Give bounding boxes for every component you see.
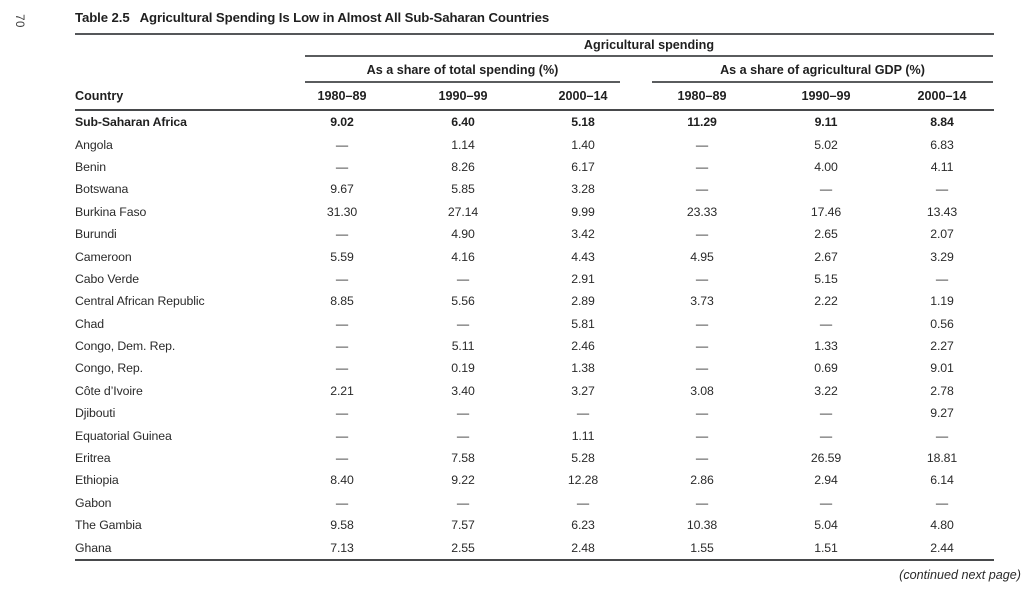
- value-cell: 2.48: [571, 540, 595, 555]
- table-row: [75, 335, 994, 357]
- title-rule: [75, 33, 994, 35]
- table-body: [75, 111, 994, 561]
- value-cell: —: [456, 316, 470, 331]
- value-cell: —: [335, 227, 349, 242]
- value-cell: 1.11: [571, 428, 595, 443]
- value-cell: 7.57: [451, 518, 475, 533]
- column-header-country: Country: [75, 89, 124, 103]
- value-cell: —: [819, 428, 833, 443]
- value-cell: —: [935, 271, 949, 286]
- value-cell: 1.19: [930, 294, 954, 309]
- value-cell: 9.11: [814, 115, 838, 130]
- value-cell: 27.14: [447, 204, 479, 219]
- table-row: [75, 469, 994, 491]
- value-cell: 4.80: [930, 518, 954, 533]
- value-cell: 2.55: [451, 540, 475, 555]
- value-cell: 9.02: [330, 115, 354, 130]
- table-row: [75, 447, 994, 469]
- value-cell: 10.38: [686, 518, 718, 533]
- value-cell: 5.56: [451, 294, 475, 309]
- table-row: [75, 133, 994, 155]
- country-cell: Burundi: [75, 227, 117, 242]
- country-cell: Cabo Verde: [75, 271, 139, 286]
- value-cell: —: [695, 182, 709, 197]
- group-heading-total-spending: As a share of total spending (%): [305, 60, 620, 83]
- value-cell: 2.86: [690, 473, 714, 488]
- value-cell: 2.65: [814, 227, 838, 242]
- value-cell: 5.15: [814, 271, 838, 286]
- value-cell: 4.95: [690, 249, 714, 264]
- value-cell: 3.27: [571, 383, 595, 398]
- table-row: [75, 201, 994, 223]
- table-row: [75, 357, 994, 379]
- value-cell: 2.27: [930, 339, 954, 354]
- value-cell: 6.40: [451, 115, 475, 130]
- value-cell: —: [695, 137, 709, 152]
- value-cell: 2.44: [930, 540, 954, 555]
- value-cell: 0.56: [930, 316, 954, 331]
- value-cell: 5.11: [451, 339, 475, 354]
- value-cell: 3.40: [451, 383, 475, 398]
- value-cell: 7.58: [451, 451, 475, 466]
- value-cell: 9.99: [571, 204, 595, 219]
- value-cell: 3.73: [690, 294, 714, 309]
- value-cell: —: [335, 451, 349, 466]
- agricultural-spending-table: [75, 38, 994, 561]
- table-row: [75, 402, 994, 424]
- value-cell: —: [695, 428, 709, 443]
- value-cell: 13.43: [926, 204, 958, 219]
- value-cell: —: [695, 361, 709, 376]
- value-cell: —: [335, 159, 349, 174]
- value-cell: 5.04: [814, 518, 838, 533]
- value-cell: —: [695, 316, 709, 331]
- value-cell: —: [335, 137, 349, 152]
- group-heading-agricultural-gdp: As a share of agricultural GDP (%): [652, 60, 993, 83]
- value-cell: —: [695, 406, 709, 421]
- country-cell: Chad: [75, 316, 104, 331]
- year-header: 2000–14: [558, 89, 608, 103]
- value-cell: —: [335, 271, 349, 286]
- value-cell: —: [456, 495, 470, 510]
- value-cell: 1.38: [571, 361, 595, 376]
- value-cell: 6.23: [571, 518, 595, 533]
- value-cell: —: [695, 271, 709, 286]
- country-cell: Ethiopia: [75, 473, 119, 488]
- value-cell: —: [695, 451, 709, 466]
- country-cell: Sub-Saharan Africa: [75, 115, 187, 130]
- table-row: [75, 380, 994, 402]
- country-cell: Benin: [75, 159, 106, 174]
- value-cell: 1.51: [814, 540, 838, 555]
- value-cell: 5.02: [814, 137, 838, 152]
- value-cell: 3.22: [814, 383, 838, 398]
- value-cell: 4.43: [571, 249, 595, 264]
- value-cell: 2.07: [930, 227, 954, 242]
- country-cell: Angola: [75, 137, 113, 152]
- value-cell: 1.40: [571, 137, 595, 152]
- table-row: [75, 313, 994, 335]
- value-cell: 9.22: [451, 473, 475, 488]
- value-cell: —: [456, 271, 470, 286]
- value-cell: —: [935, 182, 949, 197]
- value-cell: 4.11: [930, 159, 954, 174]
- country-cell: Congo, Rep.: [75, 361, 143, 376]
- country-cell: Eritrea: [75, 451, 111, 466]
- value-cell: 6.14: [930, 473, 954, 488]
- value-cell: —: [819, 316, 833, 331]
- year-header: 1980–89: [677, 89, 727, 103]
- table-row: [75, 424, 994, 446]
- table-row: [75, 245, 994, 267]
- value-cell: —: [695, 339, 709, 354]
- value-cell: 2.46: [571, 339, 595, 354]
- value-cell: 5.28: [571, 451, 595, 466]
- value-cell: 9.27: [930, 406, 954, 421]
- value-cell: 2.91: [571, 271, 595, 286]
- country-cell: Congo, Dem. Rep.: [75, 339, 176, 354]
- value-cell: 8.26: [451, 159, 475, 174]
- value-cell: 17.46: [810, 204, 842, 219]
- value-cell: 6.17: [571, 159, 595, 174]
- country-cell: Cameroon: [75, 249, 132, 264]
- table-row: [75, 290, 994, 312]
- country-cell: Djibouti: [75, 406, 116, 421]
- value-cell: 3.08: [690, 383, 714, 398]
- value-cell: 5.18: [571, 115, 595, 130]
- value-cell: —: [335, 495, 349, 510]
- value-cell: 1.14: [451, 137, 475, 152]
- value-cell: 1.33: [814, 339, 838, 354]
- value-cell: 31.30: [326, 204, 358, 219]
- value-cell: 23.33: [686, 204, 718, 219]
- value-cell: 5.85: [451, 182, 475, 197]
- year-header: 2000–14: [917, 89, 967, 103]
- value-cell: —: [819, 495, 833, 510]
- value-cell: —: [335, 361, 349, 376]
- year-header: 1980–89: [317, 89, 367, 103]
- value-cell: 0.19: [451, 361, 475, 376]
- table-row: [75, 178, 994, 200]
- table-row: [75, 492, 994, 514]
- country-cell: Ghana: [75, 540, 112, 555]
- table-row: [75, 223, 994, 245]
- value-cell: —: [335, 316, 349, 331]
- value-cell: 6.83: [930, 137, 954, 152]
- value-cell: 12.28: [567, 473, 599, 488]
- spanner-heading: Agricultural spending: [305, 38, 993, 57]
- country-cell: Burkina Faso: [75, 204, 147, 219]
- value-cell: —: [576, 495, 590, 510]
- value-cell: 4.00: [814, 159, 838, 174]
- value-cell: 2.94: [814, 473, 838, 488]
- value-cell: —: [335, 339, 349, 354]
- year-header: 1990–99: [801, 89, 851, 103]
- value-cell: 9.58: [330, 518, 354, 533]
- table-row: [75, 514, 994, 536]
- value-cell: 2.21: [330, 383, 354, 398]
- value-cell: —: [819, 406, 833, 421]
- country-cell: The Gambia: [75, 518, 142, 533]
- group-heading-row: [75, 57, 994, 83]
- value-cell: 8.84: [930, 115, 954, 130]
- value-cell: —: [695, 227, 709, 242]
- country-cell: Central African Republic: [75, 294, 205, 309]
- value-cell: 1.55: [690, 540, 714, 555]
- continued-note: (continued next page): [899, 568, 1021, 582]
- value-cell: 7.13: [330, 540, 354, 555]
- table-row: [75, 536, 994, 558]
- country-cell: Equatorial Guinea: [75, 428, 172, 443]
- value-cell: 9.67: [330, 182, 354, 197]
- table-title-text: Agricultural Spending Is Low in Almost All Sub-Saharan Countries: [139, 10, 550, 25]
- table-row: [75, 111, 994, 133]
- value-cell: 2.67: [814, 249, 838, 264]
- value-cell: 5.59: [330, 249, 354, 264]
- table-title: [75, 10, 549, 25]
- value-cell: —: [935, 428, 949, 443]
- value-cell: —: [695, 495, 709, 510]
- column-header-row: [75, 83, 994, 111]
- value-cell: 2.89: [571, 294, 595, 309]
- page-number: 70: [13, 14, 25, 28]
- value-cell: 2.78: [930, 383, 954, 398]
- value-cell: 4.16: [451, 249, 475, 264]
- value-cell: 4.90: [451, 227, 475, 242]
- table-title-label: Table 2.5: [75, 10, 130, 25]
- country-cell: Botswana: [75, 182, 129, 197]
- value-cell: —: [335, 428, 349, 443]
- value-cell: —: [576, 406, 590, 421]
- value-cell: 8.85: [330, 294, 354, 309]
- value-cell: 3.42: [571, 227, 595, 242]
- value-cell: 5.81: [571, 316, 595, 331]
- year-header: 1990–99: [438, 89, 488, 103]
- value-cell: 8.40: [330, 473, 354, 488]
- country-cell: Côte d’Ivoire: [75, 383, 143, 398]
- value-cell: —: [335, 406, 349, 421]
- value-cell: —: [819, 182, 833, 197]
- value-cell: 3.29: [930, 249, 954, 264]
- value-cell: 9.01: [930, 361, 954, 376]
- value-cell: 11.29: [687, 115, 717, 130]
- value-cell: 26.59: [810, 451, 842, 466]
- country-cell: Gabon: [75, 495, 112, 510]
- value-cell: 3.28: [571, 182, 595, 197]
- table-row: [75, 268, 994, 290]
- value-cell: —: [456, 428, 470, 443]
- value-cell: 0.69: [814, 361, 838, 376]
- value-cell: 18.81: [926, 451, 958, 466]
- value-cell: —: [935, 495, 949, 510]
- value-cell: —: [456, 406, 470, 421]
- table-row: [75, 156, 994, 178]
- value-cell: 2.22: [814, 294, 838, 309]
- value-cell: —: [695, 159, 709, 174]
